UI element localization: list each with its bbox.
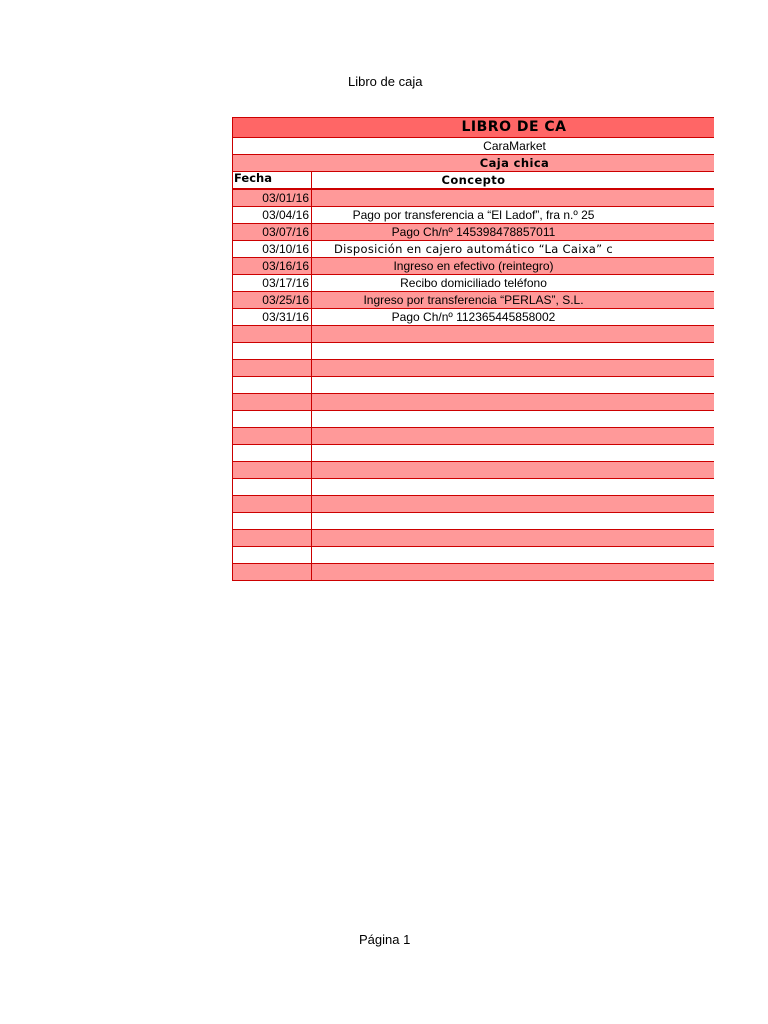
data-rows — [232, 189, 714, 581]
row-date — [233, 547, 312, 563]
cash-book-sheet — [232, 117, 714, 581]
row-date: 03/17/16 — [233, 275, 312, 291]
table-row — [232, 258, 714, 275]
row-concept — [313, 326, 634, 342]
table-row — [232, 479, 714, 496]
row-concept — [313, 360, 634, 376]
subtitle-row — [232, 155, 714, 172]
row-concept — [313, 564, 634, 580]
row-date — [233, 530, 312, 546]
page-header: Libro de caja — [348, 74, 423, 89]
table-row — [232, 292, 714, 309]
table-row — [232, 445, 714, 462]
row-concept: Pago Ch/nº 145398478857011 — [391, 225, 556, 239]
row-date: 03/31/16 — [233, 309, 312, 325]
title-row — [232, 117, 714, 138]
company-row — [232, 138, 714, 155]
table-row — [232, 224, 714, 241]
row-concept — [313, 479, 634, 495]
row-date: 03/07/16 — [233, 224, 312, 240]
table-row — [232, 241, 714, 258]
table-row — [232, 564, 714, 581]
table-row — [232, 377, 714, 394]
table-row — [232, 530, 714, 547]
row-date — [233, 445, 312, 461]
table-row — [232, 411, 714, 428]
row-concept — [313, 513, 634, 529]
row-date — [233, 360, 312, 376]
row-concept — [313, 547, 634, 563]
row-concept: Ingreso por transferencia “PERLAS”, S.L. — [363, 293, 584, 307]
row-date: 03/16/16 — [233, 258, 312, 274]
row-date — [233, 343, 312, 359]
row-date — [233, 479, 312, 495]
row-concept — [313, 428, 634, 444]
column-header-concept: Concepto — [441, 173, 506, 187]
row-date — [233, 496, 312, 512]
row-date — [233, 394, 312, 410]
row-concept: Ingreso en efectivo (reintegro) — [393, 259, 554, 273]
row-concept — [313, 462, 634, 478]
row-concept: Disposición en cajero automático “La Caixa” c — [333, 242, 613, 256]
row-date — [233, 462, 312, 478]
row-concept — [313, 394, 634, 410]
table-row — [232, 547, 714, 564]
row-date — [233, 564, 312, 580]
table-row — [232, 496, 714, 513]
table-row — [232, 275, 714, 292]
column-header-row — [232, 172, 714, 189]
table-row — [232, 189, 714, 207]
column-header-date: Fecha — [233, 172, 312, 188]
row-concept: Pago Ch/nº 112365445858002 — [391, 310, 556, 324]
page-footer: Página 1 — [359, 932, 411, 947]
table-row — [232, 343, 714, 360]
row-date: 03/04/16 — [233, 207, 312, 223]
row-concept — [313, 411, 634, 427]
row-concept: Pago por transferencia a “El Ladof”, fra n.º 25 — [352, 208, 595, 222]
row-concept — [313, 190, 634, 206]
table-row — [232, 207, 714, 224]
table-row — [232, 462, 714, 479]
row-date — [233, 513, 312, 529]
table-row — [232, 394, 714, 411]
table-row — [232, 309, 714, 326]
row-date: 03/10/16 — [233, 241, 312, 257]
row-concept — [313, 530, 634, 546]
table-row — [232, 428, 714, 445]
row-concept — [313, 343, 634, 359]
sheet-subtitle: Caja chica — [479, 156, 550, 170]
row-concept: Recibo domiciliado teléfono — [400, 276, 547, 290]
sheet-title: LIBRO DE CA — [461, 119, 567, 135]
row-date — [233, 326, 312, 342]
company-name: CaraMarket — [483, 139, 546, 153]
table-row — [232, 326, 714, 343]
table-row — [232, 513, 714, 530]
row-date: 03/01/16 — [233, 190, 312, 206]
row-concept — [313, 377, 634, 393]
row-date: 03/25/16 — [233, 292, 312, 308]
row-date — [233, 377, 312, 393]
row-concept — [313, 445, 634, 461]
row-date — [233, 411, 312, 427]
row-concept — [313, 496, 634, 512]
row-date — [233, 428, 312, 444]
table-row — [232, 360, 714, 377]
